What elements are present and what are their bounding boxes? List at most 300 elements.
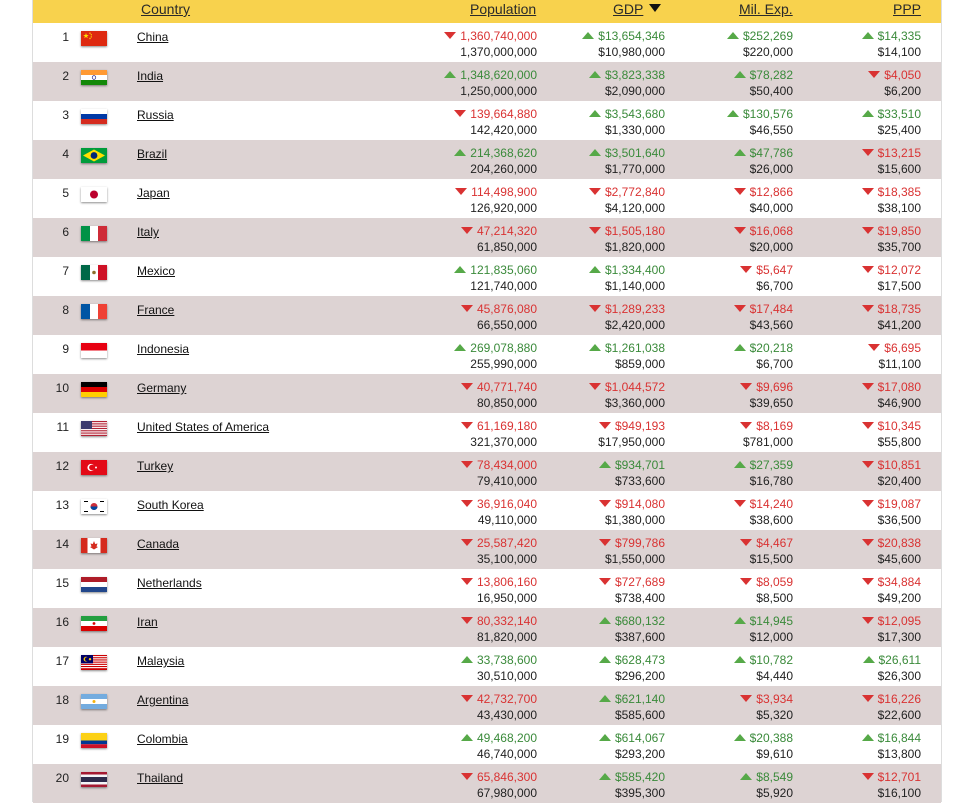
country-link[interactable]: Turkey bbox=[137, 459, 174, 473]
pop-secondary-value: 79,410,000 bbox=[476, 474, 537, 488]
gdp-primary-value: $1,289,233 bbox=[604, 302, 665, 316]
trend-up-icon bbox=[734, 149, 746, 156]
mil-secondary-value: $9,610 bbox=[756, 747, 793, 761]
country-link[interactable]: South Korea bbox=[137, 498, 204, 512]
pop-secondary-value: 255,990,000 bbox=[470, 357, 537, 371]
trend-down-icon bbox=[740, 695, 752, 702]
trend-down-icon bbox=[589, 305, 601, 312]
mil-primary-value: $9,696 bbox=[756, 380, 793, 394]
trend-down-icon bbox=[862, 578, 874, 585]
trend-down-icon bbox=[862, 461, 874, 468]
ppp-primary-value: $10,851 bbox=[877, 458, 921, 472]
ppp-primary-value: $12,072 bbox=[877, 263, 921, 277]
rank-cell: 1 bbox=[62, 30, 69, 44]
country-link[interactable]: Canada bbox=[137, 537, 180, 551]
sort-by-gdp-link[interactable]: GDP bbox=[613, 1, 644, 17]
ppp-primary-value: $33,510 bbox=[877, 107, 921, 121]
trend-down-icon bbox=[455, 188, 467, 195]
country-link[interactable]: Argentina bbox=[137, 693, 189, 707]
trend-down-icon bbox=[599, 422, 611, 429]
ppp-secondary-value: $38,100 bbox=[877, 201, 921, 215]
trend-up-icon bbox=[589, 266, 601, 273]
mil-secondary-value: $40,000 bbox=[749, 201, 793, 215]
sort-by-mil-exp-link[interactable]: Mil. Exp. bbox=[739, 1, 793, 17]
country-link[interactable]: Brazil bbox=[137, 147, 168, 161]
mil-primary-value: $8,059 bbox=[756, 575, 793, 589]
trend-down-icon bbox=[461, 695, 473, 702]
gdp-secondary-value: $1,140,000 bbox=[604, 279, 665, 293]
gdp-secondary-value: $293,200 bbox=[614, 747, 665, 761]
ppp-secondary-value: $22,600 bbox=[877, 708, 921, 722]
country-link[interactable]: Italy bbox=[137, 225, 160, 239]
trend-down-icon bbox=[454, 110, 466, 117]
table-row bbox=[33, 647, 941, 686]
rank-cell: 14 bbox=[55, 537, 69, 551]
trend-up-icon bbox=[734, 617, 746, 624]
ppp-value-cell bbox=[771, 29, 921, 43]
pop-primary-value: 80,332,140 bbox=[476, 614, 537, 628]
rank-cell: 12 bbox=[55, 459, 69, 473]
rank-cell: 18 bbox=[55, 693, 69, 707]
rank-cell: 2 bbox=[62, 69, 69, 83]
pop-secondary-value: 61,850,000 bbox=[476, 240, 537, 254]
gdp-secondary-value: $1,550,000 bbox=[604, 552, 665, 566]
country-link[interactable]: Japan bbox=[137, 186, 170, 200]
pop-secondary-value: 126,920,000 bbox=[470, 201, 537, 215]
gdp-secondary-value: $738,400 bbox=[614, 591, 665, 605]
rank-cell: 7 bbox=[62, 264, 69, 278]
country-link[interactable]: France bbox=[137, 303, 175, 317]
trend-down-icon bbox=[862, 695, 874, 702]
gdp-primary-value: $949,193 bbox=[614, 419, 665, 433]
gdp-secondary-value: $17,950,000 bbox=[598, 435, 665, 449]
trend-down-icon bbox=[589, 227, 601, 234]
mil-primary-value: $20,218 bbox=[749, 341, 793, 355]
trend-up-icon bbox=[599, 695, 611, 702]
table-row bbox=[33, 686, 941, 725]
rank-cell: 20 bbox=[55, 771, 69, 785]
sort-by-country-link[interactable]: Country bbox=[141, 1, 191, 17]
table-row bbox=[33, 413, 941, 452]
trend-down-icon bbox=[461, 227, 473, 234]
mil-primary-value: $20,388 bbox=[749, 731, 793, 745]
mil-primary-value: $5,647 bbox=[756, 263, 793, 277]
ppp-secondary-value: $17,500 bbox=[877, 279, 921, 293]
ppp-primary-value: $34,884 bbox=[877, 575, 921, 589]
gdp-secondary-value: $296,200 bbox=[614, 669, 665, 683]
ppp-value-cell bbox=[771, 107, 921, 121]
gdp-primary-value: $621,140 bbox=[614, 692, 665, 706]
mil-primary-value: $130,576 bbox=[742, 107, 793, 121]
gdp-primary-value: $3,501,640 bbox=[604, 146, 665, 160]
pop-secondary-value: 67,980,000 bbox=[476, 786, 537, 800]
china-flag-icon bbox=[81, 31, 107, 46]
gdp-primary-value: $799,786 bbox=[614, 536, 665, 550]
gdp-primary-value: $3,823,338 bbox=[604, 68, 665, 82]
rank-cell: 16 bbox=[55, 615, 69, 629]
gdp-primary-value: $628,473 bbox=[614, 653, 665, 667]
table-row bbox=[33, 179, 941, 218]
trend-down-icon bbox=[461, 539, 473, 546]
ppp-value-cell bbox=[771, 614, 921, 628]
ppp-primary-value: $16,226 bbox=[877, 692, 921, 706]
mil-secondary-value: $12,000 bbox=[749, 630, 793, 644]
trend-down-icon bbox=[734, 305, 746, 312]
ppp-value-cell bbox=[771, 497, 921, 511]
trend-up-icon bbox=[863, 656, 875, 663]
trend-up-icon bbox=[599, 734, 611, 741]
gdp-secondary-value: $1,770,000 bbox=[604, 162, 665, 176]
trend-down-icon bbox=[461, 422, 473, 429]
ppp-primary-value: $12,701 bbox=[877, 770, 921, 784]
trend-down-icon bbox=[461, 617, 473, 624]
pop-primary-value: 42,732,700 bbox=[476, 692, 537, 706]
trend-up-icon bbox=[461, 656, 473, 663]
pop-secondary-value: 43,430,000 bbox=[476, 708, 537, 722]
germany-flag-icon bbox=[81, 382, 107, 397]
gdp-secondary-value: $585,600 bbox=[614, 708, 665, 722]
gdp-secondary-value: $1,380,000 bbox=[604, 513, 665, 527]
country-link[interactable]: India bbox=[137, 69, 164, 83]
rank-cell: 17 bbox=[55, 654, 69, 668]
gdp-primary-value: $1,334,400 bbox=[604, 263, 665, 277]
ppp-primary-value: $17,080 bbox=[877, 380, 921, 394]
trend-down-icon bbox=[734, 188, 746, 195]
pop-secondary-value: 204,260,000 bbox=[470, 162, 537, 176]
gdp-secondary-value: $395,300 bbox=[614, 786, 665, 800]
mil-secondary-value: $15,500 bbox=[749, 552, 793, 566]
mil-primary-value: $47,786 bbox=[749, 146, 793, 160]
pop-primary-value: 214,368,620 bbox=[470, 146, 537, 160]
pop-secondary-value: 66,550,000 bbox=[476, 318, 537, 332]
trend-down-icon bbox=[461, 305, 473, 312]
pop-primary-value: 78,434,000 bbox=[476, 458, 537, 472]
gdp-primary-value: $1,505,180 bbox=[604, 224, 665, 238]
pop-primary-value: 121,835,060 bbox=[470, 263, 537, 277]
ppp-secondary-value: $45,600 bbox=[877, 552, 921, 566]
mil-primary-value: $252,269 bbox=[742, 29, 793, 43]
pop-secondary-value: 46,740,000 bbox=[476, 747, 537, 761]
trend-up-icon bbox=[454, 149, 466, 156]
rank-cell: 19 bbox=[55, 732, 69, 746]
gdp-secondary-value: $3,360,000 bbox=[604, 396, 665, 410]
mil-primary-value: $8,169 bbox=[756, 419, 793, 433]
mil-secondary-value: $6,700 bbox=[756, 279, 793, 293]
trend-up-icon bbox=[589, 71, 601, 78]
ppp-value-cell bbox=[771, 458, 921, 472]
ppp-secondary-value: $16,100 bbox=[877, 786, 921, 800]
country-link[interactable]: China bbox=[137, 30, 169, 44]
country-link[interactable]: Thailand bbox=[137, 771, 184, 785]
brazil-flag-icon bbox=[81, 148, 107, 163]
mil-primary-value: $3,934 bbox=[756, 692, 793, 706]
mil-secondary-value: $46,550 bbox=[749, 123, 793, 137]
ppp-secondary-value: $46,900 bbox=[877, 396, 921, 410]
trend-down-icon bbox=[862, 188, 874, 195]
gdp-primary-value: $2,772,840 bbox=[604, 185, 665, 199]
canada-flag-icon bbox=[81, 538, 107, 553]
ppp-primary-value: $19,087 bbox=[877, 497, 921, 511]
table-row bbox=[33, 764, 941, 803]
trend-down-icon bbox=[589, 383, 601, 390]
trend-up-icon bbox=[599, 617, 611, 624]
gdp-secondary-value: $10,980,000 bbox=[598, 45, 665, 59]
trend-down-icon bbox=[740, 383, 752, 390]
pop-primary-value: 33,738,600 bbox=[476, 653, 537, 667]
rank-cell: 6 bbox=[62, 225, 69, 239]
mil-secondary-value: $43,560 bbox=[749, 318, 793, 332]
trend-up-icon bbox=[444, 71, 456, 78]
ppp-value-cell bbox=[771, 146, 921, 160]
gdp-primary-value: $680,132 bbox=[614, 614, 665, 628]
gdp-secondary-value: $1,820,000 bbox=[604, 240, 665, 254]
trend-down-icon bbox=[461, 773, 473, 780]
ppp-secondary-value: $15,600 bbox=[877, 162, 921, 176]
pop-secondary-value: 30,510,000 bbox=[476, 669, 537, 683]
rank-cell: 10 bbox=[55, 381, 69, 395]
country-link[interactable]: Mexico bbox=[137, 264, 176, 278]
gdp-primary-value: $3,543,680 bbox=[604, 107, 665, 121]
ppp-value-cell bbox=[771, 575, 921, 589]
japan-flag-icon bbox=[81, 187, 107, 202]
trend-down-icon bbox=[868, 344, 880, 351]
ppp-secondary-value: $17,300 bbox=[877, 630, 921, 644]
ppp-secondary-value: $49,200 bbox=[877, 591, 921, 605]
iran-flag-icon bbox=[81, 616, 107, 631]
table-row bbox=[33, 335, 941, 374]
country-link[interactable]: Malaysia bbox=[137, 654, 185, 668]
ppp-value-cell bbox=[771, 302, 921, 316]
netherlands-flag-icon bbox=[81, 577, 107, 592]
pop-primary-value: 40,771,740 bbox=[476, 380, 537, 394]
trend-up-icon bbox=[589, 344, 601, 351]
table-header bbox=[33, 0, 941, 23]
malaysia-flag-icon bbox=[81, 655, 107, 670]
trend-down-icon bbox=[862, 500, 874, 507]
trend-down-icon bbox=[734, 500, 746, 507]
italy-flag-icon bbox=[81, 226, 107, 241]
pop-primary-value: 49,468,200 bbox=[476, 731, 537, 745]
trend-down-icon bbox=[734, 227, 746, 234]
trend-down-icon bbox=[868, 71, 880, 78]
ppp-secondary-value: $26,300 bbox=[877, 669, 921, 683]
ppp-primary-value: $10,345 bbox=[877, 419, 921, 433]
ppp-secondary-value: $6,200 bbox=[884, 84, 921, 98]
rank-cell: 3 bbox=[62, 108, 69, 122]
country-link[interactable]: United States of America bbox=[137, 420, 270, 434]
table-row bbox=[33, 491, 941, 530]
trend-down-icon bbox=[740, 422, 752, 429]
pop-primary-value: 25,587,420 bbox=[476, 536, 537, 550]
rank-cell: 8 bbox=[62, 303, 69, 317]
ppp-secondary-value: $13,800 bbox=[877, 747, 921, 761]
rank-cell: 11 bbox=[56, 420, 69, 434]
usa-flag-icon bbox=[81, 421, 107, 436]
ppp-secondary-value: $55,800 bbox=[877, 435, 921, 449]
trend-up-icon bbox=[734, 71, 746, 78]
ppp-primary-value: $20,838 bbox=[877, 536, 921, 550]
trend-down-icon bbox=[862, 149, 874, 156]
south-korea-flag-icon bbox=[81, 499, 107, 514]
trend-down-icon bbox=[599, 500, 611, 507]
pop-primary-value: 61,169,180 bbox=[476, 419, 537, 433]
country-link[interactable]: Colombia bbox=[137, 732, 188, 746]
pop-primary-value: 36,916,040 bbox=[476, 497, 537, 511]
table-row bbox=[33, 296, 941, 335]
pop-secondary-value: 80,850,000 bbox=[476, 396, 537, 410]
country-link[interactable]: Netherlands bbox=[137, 576, 202, 590]
gdp-secondary-value: $733,600 bbox=[614, 474, 665, 488]
mil-primary-value: $78,282 bbox=[749, 68, 793, 82]
pop-secondary-value: 81,820,000 bbox=[476, 630, 537, 644]
ppp-value-cell bbox=[771, 692, 921, 706]
table-row bbox=[33, 140, 941, 179]
ppp-secondary-value: $14,100 bbox=[877, 45, 921, 59]
ppp-secondary-value: $35,700 bbox=[877, 240, 921, 254]
table-row bbox=[33, 23, 941, 62]
sort-by-ppp-link[interactable]: PPP bbox=[893, 1, 922, 17]
trend-down-icon bbox=[740, 266, 752, 273]
trend-down-icon bbox=[862, 305, 874, 312]
pop-secondary-value: 1,370,000,000 bbox=[460, 45, 537, 59]
pop-secondary-value: 1,250,000,000 bbox=[460, 84, 537, 98]
mil-secondary-value: $5,320 bbox=[756, 708, 793, 722]
trend-up-icon bbox=[454, 266, 466, 273]
ppp-value-cell bbox=[771, 536, 921, 550]
thailand-flag-icon bbox=[81, 772, 107, 787]
ppp-value-cell bbox=[771, 224, 921, 238]
colombia-flag-icon bbox=[81, 733, 107, 748]
mil-secondary-value: $781,000 bbox=[742, 435, 793, 449]
pop-primary-value: 1,348,620,000 bbox=[460, 68, 537, 82]
india-flag-icon bbox=[81, 70, 107, 85]
mil-primary-value: $16,068 bbox=[749, 224, 793, 238]
mil-secondary-value: $220,000 bbox=[742, 45, 793, 59]
gdp-primary-value: $614,067 bbox=[614, 731, 665, 745]
trend-down-icon bbox=[862, 773, 874, 780]
table-row bbox=[33, 569, 941, 608]
mil-primary-value: $14,945 bbox=[749, 614, 793, 628]
rank-cell: 5 bbox=[62, 186, 69, 200]
trend-down-icon bbox=[461, 383, 473, 390]
country-link[interactable]: Indonesia bbox=[137, 342, 190, 356]
sort-by-population-link[interactable]: Population bbox=[470, 1, 537, 17]
pop-secondary-value: 321,370,000 bbox=[470, 435, 537, 449]
table-row bbox=[33, 62, 941, 101]
trend-down-icon bbox=[862, 617, 874, 624]
trend-up-icon bbox=[599, 773, 611, 780]
trend-down-icon bbox=[599, 578, 611, 585]
sort-descending-icon[interactable] bbox=[649, 4, 661, 12]
mexico-flag-icon bbox=[81, 265, 107, 280]
ppp-secondary-value: $41,200 bbox=[877, 318, 921, 332]
indonesia-flag-icon bbox=[81, 343, 107, 358]
trend-up-icon bbox=[589, 110, 601, 117]
pop-primary-value: 1,360,740,000 bbox=[460, 29, 537, 43]
ppp-primary-value: $14,335 bbox=[877, 29, 921, 43]
mil-secondary-value: $50,400 bbox=[749, 84, 793, 98]
gdp-primary-value: $934,701 bbox=[614, 458, 665, 472]
ppp-value-cell bbox=[771, 731, 921, 745]
gdp-primary-value: $585,420 bbox=[614, 770, 665, 784]
trend-up-icon bbox=[727, 32, 739, 39]
ppp-value-cell bbox=[771, 770, 921, 784]
trend-down-icon bbox=[862, 227, 874, 234]
trend-down-icon bbox=[862, 383, 874, 390]
trend-up-icon bbox=[582, 32, 594, 39]
gdp-secondary-value: $2,420,000 bbox=[604, 318, 665, 332]
mil-secondary-value: $8,500 bbox=[756, 591, 793, 605]
country-stats-table bbox=[32, 0, 942, 802]
gdp-secondary-value: $859,000 bbox=[614, 357, 665, 371]
country-link[interactable]: Germany bbox=[137, 381, 187, 395]
trend-up-icon bbox=[862, 110, 874, 117]
rank-cell: 4 bbox=[62, 147, 69, 161]
ppp-primary-value: $12,095 bbox=[877, 614, 921, 628]
trend-down-icon bbox=[740, 539, 752, 546]
trend-up-icon bbox=[461, 734, 473, 741]
trend-down-icon bbox=[461, 461, 473, 468]
trend-down-icon bbox=[740, 578, 752, 585]
pop-secondary-value: 121,740,000 bbox=[470, 279, 537, 293]
country-link[interactable]: Russia bbox=[137, 108, 174, 122]
russia-flag-icon bbox=[81, 109, 107, 124]
ppp-secondary-value: $36,500 bbox=[877, 513, 921, 527]
ppp-value-cell bbox=[771, 263, 921, 277]
trend-down-icon bbox=[862, 539, 874, 546]
ppp-primary-value: $26,611 bbox=[878, 653, 921, 667]
ppp-value-cell bbox=[771, 68, 921, 82]
gdp-primary-value: $1,261,038 bbox=[604, 341, 665, 355]
pop-primary-value: 45,876,080 bbox=[476, 302, 537, 316]
rank-cell: 15 bbox=[55, 576, 69, 590]
table-row bbox=[33, 374, 941, 413]
table-row bbox=[33, 218, 941, 257]
france-flag-icon bbox=[81, 304, 107, 319]
mil-primary-value: $17,484 bbox=[749, 302, 793, 316]
pop-primary-value: 114,498,900 bbox=[471, 185, 537, 199]
ppp-primary-value: $18,385 bbox=[877, 185, 921, 199]
turkey-flag-icon bbox=[81, 460, 107, 475]
gdp-secondary-value: $387,600 bbox=[614, 630, 665, 644]
trend-up-icon bbox=[589, 149, 601, 156]
pop-secondary-value: 142,420,000 bbox=[470, 123, 537, 137]
ppp-value-cell bbox=[771, 653, 921, 667]
mil-secondary-value: $5,920 bbox=[756, 786, 793, 800]
mil-primary-value: $10,782 bbox=[749, 653, 793, 667]
gdp-secondary-value: $2,090,000 bbox=[604, 84, 665, 98]
pop-primary-value: 65,846,300 bbox=[476, 770, 537, 784]
pop-primary-value: 139,664,880 bbox=[470, 107, 537, 121]
mil-primary-value: $8,549 bbox=[756, 770, 793, 784]
country-link[interactable]: Iran bbox=[137, 615, 158, 629]
rank-cell: 13 bbox=[55, 498, 69, 512]
pop-secondary-value: 49,110,000 bbox=[477, 513, 537, 527]
trend-up-icon bbox=[740, 773, 752, 780]
rank-cell: 9 bbox=[62, 342, 69, 356]
ppp-secondary-value: $25,400 bbox=[877, 123, 921, 137]
table-row bbox=[33, 101, 941, 140]
trend-up-icon bbox=[734, 461, 746, 468]
trend-up-icon bbox=[734, 734, 746, 741]
mil-primary-value: $27,359 bbox=[749, 458, 793, 472]
ppp-value-cell bbox=[771, 380, 921, 394]
trend-down-icon bbox=[461, 500, 473, 507]
gdp-primary-value: $914,080 bbox=[614, 497, 665, 511]
trend-up-icon bbox=[734, 344, 746, 351]
ppp-primary-value: $18,735 bbox=[877, 302, 921, 316]
pop-primary-value: 269,078,880 bbox=[470, 341, 537, 355]
